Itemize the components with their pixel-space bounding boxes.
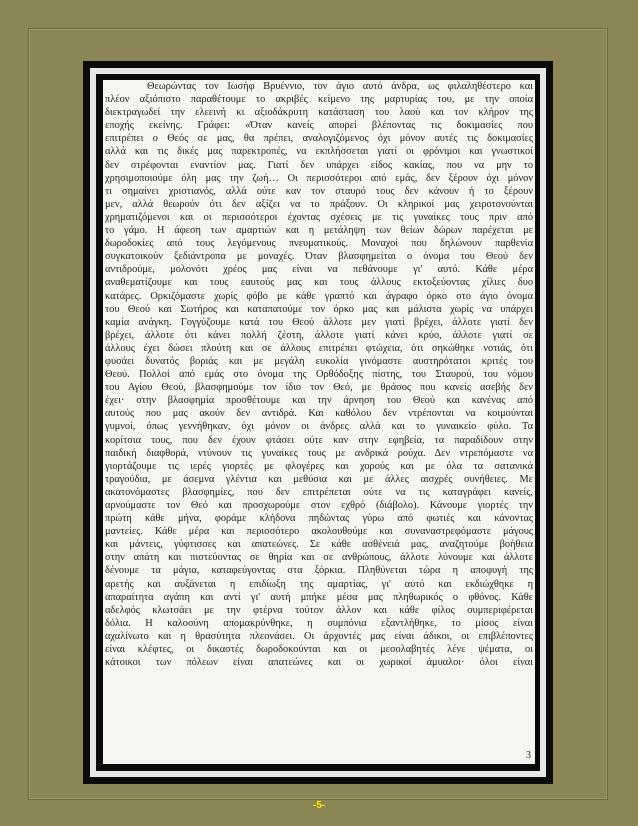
text-line: είναι κλέφτες, οι δικαστές δωροδοκούνται και οι μεσολαβητές λένε ψέματα, οι xyxy=(105,644,533,656)
text-line: εποχής εκείνης. Γράφει: «Όταν κανείς απορεί βλέποντας τις δοκιμασίες που xyxy=(105,120,533,132)
text-line: δόλια. Η καλοσύνη απομακρύνθηκε, η συμπόνια εξαντλήθηκε, το μίσος είναι xyxy=(105,617,533,629)
text-line: αυτούς που μας ακούν δεν αντιδρά. Και καθόλου δεν ντρέπονται να κοιμούνται xyxy=(105,408,533,420)
text-line: τραγούδια, με άσεμνα γλέντια και μεθύσια και με άλλες αισχρές συνήθειες. Με xyxy=(105,473,533,485)
text-line: βρέχει, άλλοτε ότι κάνει πολλή ζέστη, άλλοτε γιατί κάνει κρύο, άλλοτε γιατί σε xyxy=(105,329,533,341)
text-line: και μάντεις, γύφτισσες και απατεώνες. Σε κάθε ασθένειά μας, αναζητούμε βοήθεια xyxy=(105,539,533,551)
text-line: χρησιμοποιούμε όλη μας την ζωή… Οι περισσότεροι από εμάς, δεν ξέρουν όχι μόνον xyxy=(105,172,533,184)
text-line: επιτρέπει ο Θεός σε μας, θα πρέπει, αναλογιζόμενος όχι μόνον αυτές τις δοκιμασίες xyxy=(105,133,533,145)
text-line: συγκατοικούν ξεδιάντροπα με μοναχές. Όταν βλασφημείται ο όνομα του Θεού δεν xyxy=(105,251,533,263)
text-line: αναθεματίζουμε και τους εαυτούς μας και τους άλλους εκτοξεύοντας χίλιες δυο xyxy=(105,277,533,289)
text-line: δωροδοκίες από τους λεγόμενους πνευματικούς. Μοναχοί που δηλώνουν παρθενία xyxy=(105,238,533,250)
text-line: πλέον αξιόπιστο παραθέτουμε το ακριβές κείμενο της μαρτυρίας του, με την οποία xyxy=(105,94,533,106)
text-line: το γάμο. Η άφεση των αμαρτιών και η μετάληψη των θείων δώρων παρέχεται με xyxy=(105,225,533,237)
text-line: χρηματιζόμενοι και οι περισσότεροι έχοντας σχέσεις με τις γυναίκες τους πριν από xyxy=(105,211,533,223)
text-line: τι σημαίνει χριστιανός, αλλά ούτε καν τον σταυρό τους δεν κάνουν ή το ξέρουν xyxy=(105,185,533,197)
text-line: του Θεού και Σωτήρος και καταπατούμε τον όρκο μας και μάλιστα χωρίς να υπάρχει xyxy=(105,303,533,315)
text-line: δεν στρέφονται εναντίον μας. Γιατί δεν υπάρχει είδος κακίας, που να μην το xyxy=(105,159,533,171)
text-line: φυσάει δυνατός βοριάς και με μεγάλη ευκολία γινόμαστε αυστηρότατοι κριτές του xyxy=(105,355,533,367)
text-line: γιορτάζουμε τις ιερές γιορτές με φλογέρες και χορούς και με όλα τα σατανικά xyxy=(105,460,533,472)
text-line: Θεωρώντας τον Ιωσήφ Βρυέννιο, τον άγιο αυτό άνδρα, ως φιλαληθέστερο και xyxy=(147,81,533,92)
text-line: ακατονόμαστες βλασφημίες, που δεν επιτρέπεται ούτε να τις καταγράφει κανείς, xyxy=(105,486,533,498)
text-line: κάτοικοι των πόλεων είναι απατεώνες και οι χωρικοί άμυαλοι· όλοι είναι xyxy=(105,657,533,669)
text-line: γυμνοί, όπως γεννήθηκαν, όχι μόνον οι άνδρες αλλά και το γυναικείο φύλο. Τα xyxy=(105,421,533,433)
text-line: κορίτσια τους, που δεν έχουν φτάσει ούτε καν στην εφηβεία, τα παραδίδουν στην xyxy=(105,434,533,446)
text-line: έχει· στην βλασφημία προσθέτουμε και την άρνηση του Θεού και κανένας από xyxy=(105,395,533,407)
text-line: αρετής και αυξάνεται η επιδίωξη της αμαρτίας, γι' αυτό και εκδιώχθηκε η xyxy=(105,578,533,590)
page-number: 3 xyxy=(526,750,531,761)
text-line: απαραίτητα αγάπη και αντί γι' αυτή μπήκε μέσα μας πληθωρικός ο φθόνος. Κάθε xyxy=(105,591,533,603)
body-text xyxy=(105,80,533,669)
text-line: Θεού. Πολλοί από εμάς στο όνομα της Ορθόδοξης πίστης, του Σταυρού, του νόμου xyxy=(105,369,533,381)
scanned-page xyxy=(103,80,535,764)
text-line: αλλά και τις δικές μας παρεκτροπές, να εκπλήσσεται γιατί οι φρόνιμοι και γνωστικοί xyxy=(105,146,533,158)
text-line: αχαλίνωτο και η θρασύτητα πλεονάσει. Οι άρχοντές μας είναι άδικοι, οι επιβλέποντες xyxy=(105,630,533,642)
text-line: αδελφός κλωτσάει με την φτέρνα τούτον άλλον και κάθε φίλος συμπεριφέρεται xyxy=(105,604,533,616)
text-line: άλλους έχει δώσει πλούτη και σε άλλους επιτρέπει φτώχεια, ότι σηκώθηκε νοτιάς, ότι xyxy=(105,342,533,354)
text-line: παιδική διαφθορά, ντύνουν τις γυναίκες τους με ανδρικά ρούχα. Δεν ντρεπόμαστε να xyxy=(105,447,533,459)
footer-page-label: -5- xyxy=(312,800,326,811)
text-line: μεν, αλλά θεωρούν ότι δεν αξίζει να το πράξουν. Οι κληρικοί μας χειροτονούνται xyxy=(105,198,533,210)
text-line: στην απάτη και πιστεύοντας σε θηρία και σε ανθρώπους, άλλοτε λύνουμε και άλλοτε xyxy=(105,552,533,564)
text-line: αρνούμαστε τον Θεό και προσχωρούμε στον εχθρό (διάβολο). Κάνουμε γιορτές την xyxy=(105,500,533,511)
text-line: του Αγίου Θεού, βλασφημούμε τον ίδιο τον Θεό, με θράσος που κανείς ασεβής δεν xyxy=(105,382,533,394)
text-line: πρώτη κάθε μήνα, φοράμε κλήδονα πηδώντας γύρω από φωτιές και κάνοντας xyxy=(105,513,533,525)
text-line: κατάρες. Ορκιζόμαστε χωρίς φόβο με κάθε γραπτό και άγραφο όρκο στο άγιο όνομα xyxy=(105,290,533,302)
text-line: μαντείες. Κάθε μέρα και περισσότερο ακολουθούμε και συναναστρεφόμαστε μάγους xyxy=(105,526,533,538)
text-line: αντιδρούμε, μολονότι χρέος μας είναι να πεθάνουμε γι' αυτό. Κάθε μέρα xyxy=(105,264,533,276)
text-line: δένουμε τα μάγια, καταφεύγοντας στα ξόρκια. Πληθύνεται τώρα η αποφυγή της xyxy=(105,565,533,577)
text-line: διεκτραγωδεί την ελεεινή κι αξιοδάκρυτη κατάσταση του λαού και τον κλήρον της xyxy=(105,107,533,119)
text-line: καμία ανάγκη. Γογγύζουμε κατά του Θεού άλλοτε μεν γιατί βρέχει, άλλοτε γιατί δεν xyxy=(105,316,533,328)
